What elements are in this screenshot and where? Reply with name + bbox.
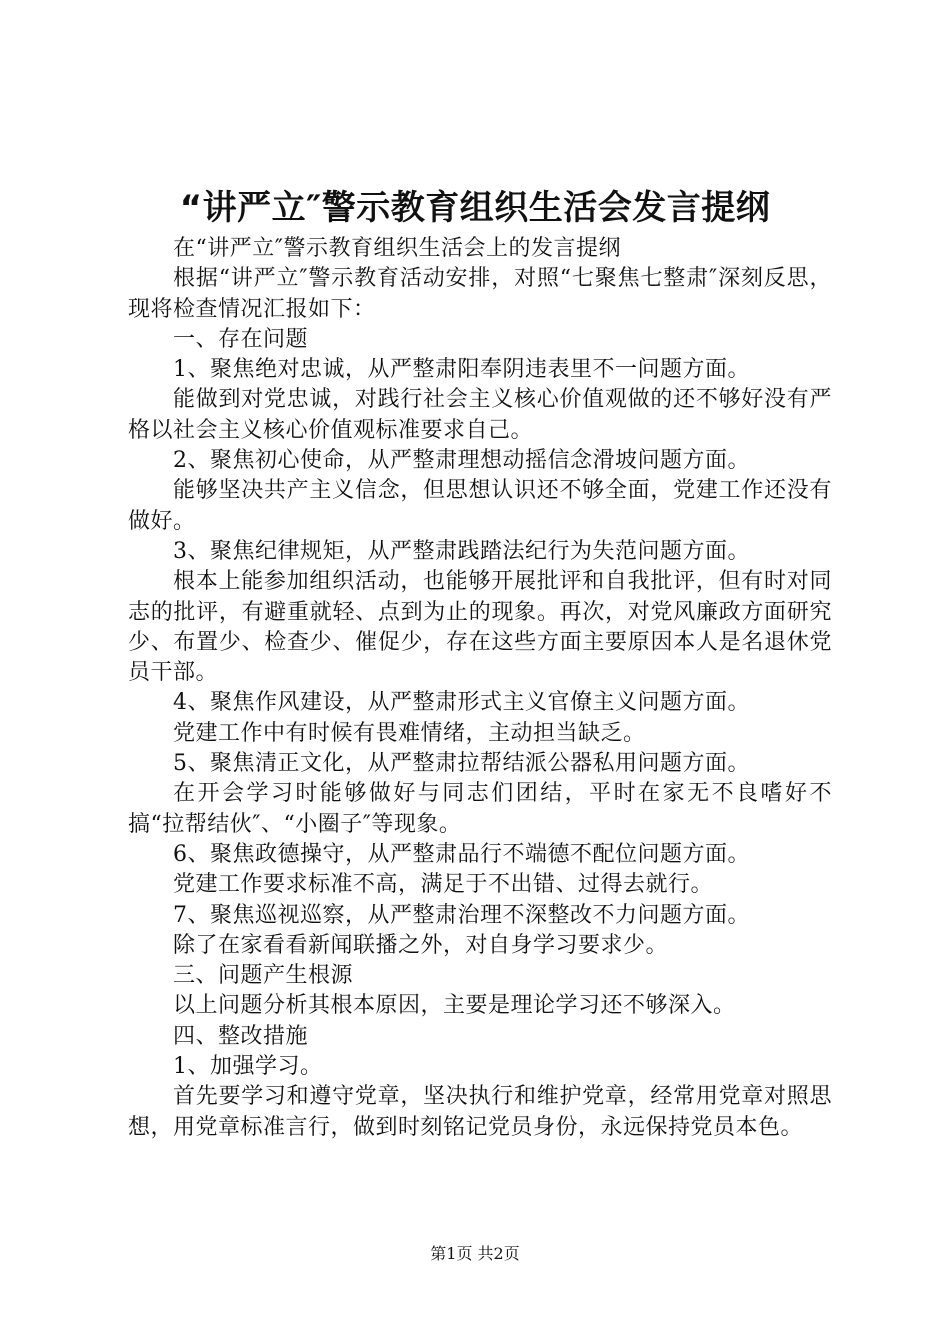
section-heading: 一、存在问题 bbox=[173, 326, 309, 352]
paragraph: 1、加强学习。 bbox=[173, 1054, 323, 1080]
paragraph: 在“讲严立″警示教育组织生活会上的发言提纲 bbox=[173, 236, 621, 261]
paragraph: 7、聚焦巡视巡察，从严整肃治理不深整改不力问题方面。 bbox=[173, 902, 750, 928]
paragraph: 2、聚焦初心使命，从严整肃理想动摇信念滑坡问题方面。 bbox=[173, 448, 750, 474]
paragraph: 党建工作要求标准不高，满足于不出错、过得去就行。 bbox=[173, 872, 714, 898]
paragraph: 根据“讲严立″警示教育活动安排，对照“七聚焦七整肃″深刻反思，现将检查情况汇报如下： bbox=[128, 266, 832, 322]
paragraph: 除了在家看看新闻联播之外，对自身学习要求少。 bbox=[173, 932, 669, 958]
paragraph: 1、聚焦绝对忠诚，从严整肃阳奉阴违表里不一问题方面。 bbox=[173, 357, 750, 383]
section-heading: 三、问题产生根源 bbox=[173, 963, 354, 989]
document-body bbox=[128, 234, 832, 1143]
paragraph: 能够坚决共产主义信念，但思想认识还不够全面，党建工作还没有做好。 bbox=[128, 478, 832, 534]
section-heading: 四、整改措施 bbox=[173, 1023, 309, 1049]
paragraph: 以上问题分析其根本原因，主要是理论学习还不够深入。 bbox=[173, 993, 736, 1019]
paragraph: 6、聚焦政德操守，从严整肃品行不端德不配位问题方面。 bbox=[173, 841, 750, 867]
paragraph: 在开会学习时能够做好与同志们团结，平时在家无不良嗜好不搞“拉帮结伙″、“小圈子″等现象。 bbox=[128, 781, 832, 837]
paragraph: 3、聚焦纪律规矩，从严整肃践踏法纪行为失范问题方面。 bbox=[173, 538, 750, 564]
paragraph: 4、聚焦作风建设，从严整肃形式主义官僚主义问题方面。 bbox=[173, 690, 750, 716]
document-title: “讲严立″警示教育组织生活会发言提纲 bbox=[179, 188, 771, 228]
paragraph: 5、聚焦清正文化，从严整肃拉帮结派公器私用问题方面。 bbox=[173, 751, 750, 777]
paragraph: 首先要学习和遵守党章，坚决执行和维护党章，经常用党章对照思想，用党章标准言行，做到时刻铭记党员身份，永远保持党员本色。 bbox=[128, 1084, 832, 1140]
page-number: 第1页 共2页 bbox=[430, 1244, 520, 1263]
paragraph: 党建工作中有时候有畏难情绪，主动担当缺乏。 bbox=[173, 720, 646, 746]
paragraph: 能做到对党忠诚，对践行社会主义核心价值观做的还不够好没有严格以社会主义核心价值观标准要求自己。 bbox=[128, 387, 832, 443]
paragraph: 根本上能参加组织活动，也能够开展批评和自我批评，但有时对同志的批评，有避重就轻、点到为止的现象。再次，对党风廉政方面研究少、布置少、检查少、催促少，存在这些方面主要原因本人是名退休党员干部。 bbox=[128, 569, 832, 686]
